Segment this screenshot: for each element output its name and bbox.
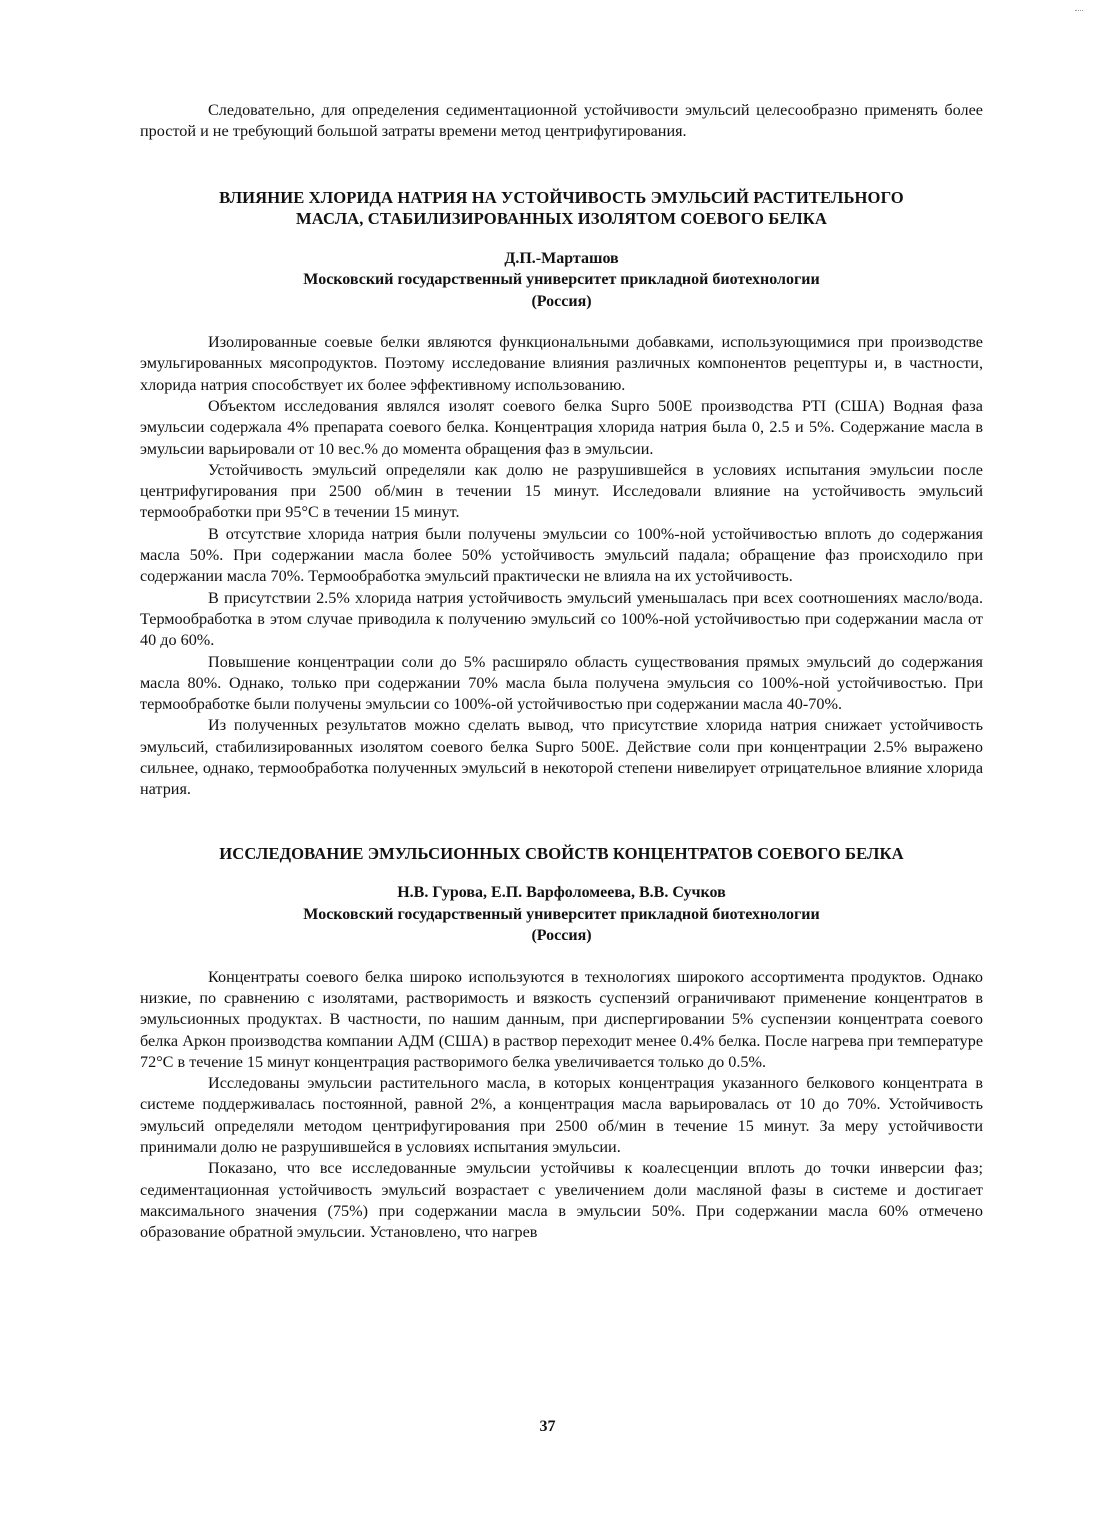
intro-paragraph: Следовательно, для определения седиментационной устойчивости эмульсий целесообразно применять более простой и не требующий большой затраты времени метод центрифугирования. [140,101,983,141]
article1-country: (Россия) [531,292,592,310]
article1-paragraph: В отсутствие хлорида натрия были получены эмульсии со 100%-ной устойчивостью вплоть до содержания масла 50%. При содержании масла более 50% устойчивость эмульсий падала; обращение фаз происходило при содержании масла 70%. Термообработка эмульсий практически не влияла на их устойчивость. [140,524,983,586]
article2-title: ИССЛЕДОВАНИЕ ЭМУЛЬСИОННЫХ СВОЙСТВ КОНЦЕНТРАТОВ СОЕВОГО БЕЛКА [219,843,904,863]
page-body [140,100,983,1243]
article1-affiliation: Московский государственный университет прикладной биотехнологии [303,271,820,289]
article1-paragraph: Объектом исследования являлся изолят соевого белка Supro 500E производства PTI (США) Водная фаза эмульсии содержала 4% препарата соевого белка. Концентрация хлорида натрия была 0, 2.5 и 5%. Содержание масла в эмульсии варьировали от 10 вес.% до момента обращения фаз в эмульсии. [140,396,983,458]
article1-paragraph: Из полученных результатов можно сделать вывод, что присутствие хлорида натрия снижает устойчивость эмульсий, стабилизированных изолятом соевого белка Supro 500E. Действие соли при концентрации 2.5% выражено сильнее, однако, термообработка полученных эмульсий в некоторой степени нивелирует отрицательное влияние хлорида натрия. [140,716,983,799]
article1-paragraph: В присутствии 2.5% хлорида натрия устойчивость эмульсий уменьшалась при всех соотношениях масло/вода. Термообработка в этом случае приводила к получению эмульсий со 100%-ной устойчивостью при содержании масла от 40 до 60%. [140,588,983,650]
article2-country: (Россия) [531,927,592,945]
article1-title-line2: МАСЛА, СТАБИЛИЗИРОВАННЫХ ИЗОЛЯТОМ СОЕВОГО БЕЛКА [296,209,827,229]
article-sodium-chloride [140,187,983,801]
corner-mark [1075,10,1083,13]
page-number: 37 [539,1418,556,1435]
article2-affiliation: Московский государственный университет прикладной биотехнологии [303,905,820,923]
article1-paragraph: Устойчивость эмульсий определяли как долю не разрушившейся в условиях испытания эмульсии после центрифугирования при 2500 об/мин в течении 15 минут. Исследовали влияние на устойчивость эмульсий термообработки при 95°С в течении 15 минут. [140,460,983,522]
article-emulsion-properties [140,843,983,1244]
article2-paragraph: Исследованы эмульсии растительного масла, в которых концентрация указанного белкового концентрата в системе поддерживалась постоянной, равной 2%, а концентрация масла варьировалась от 10 до 70%. Устойчивость эмульсий определяли методом центрифугирования при 2500 об/мин в течение 15 минут. За меру устойчивости принимали долю не разрушившейся в условиях испытания эмульсии. [140,1074,983,1156]
article1-authors: Д.П.-Марташов [504,249,619,267]
article1-paragraph: Повышение концентрации соли до 5% расширяло область существования прямых эмульсий до содержания масла 80%. Однако, только при содержании 70% масла была получена эмульсия со 100%-ной устойчивостью. При термообработке были получены эмульсии со 100%-ой устойчивостью при содержании масла 40-70%. [140,652,983,714]
article1-paragraph: Изолированные соевые белки являются функциональными добавками, использующимися при производстве эмульгированных мясопродуктов. Поэтому исследование влияния различных компонентов рецептуры и, в частности, хлорида натрия способствует их более эффективному использованию. [140,333,983,394]
article1-title-line1: ВЛИЯНИЕ ХЛОРИДА НАТРИЯ НА УСТОЙЧИВОСТЬ ЭМУЛЬСИЙ РАСТИТЕЛЬНОГО [219,187,904,207]
article2-paragraph: Показано, что все исследованные эмульсии устойчивы к коалесценции вплоть до точки инверсии фаз; седиментационная устойчивость эмульсий возрастает с увеличением доли масляной фазы в системе и достигает максимального значения (75%) при содержании масла в эмульсии 50%. При содержании масла 60% отмечено образование обратной эмульсии. Установлено, что нагрев [140,1159,983,1242]
article2-authors: Н.В. Гурова, Е.П. Варфоломеева, В.В. Сучков [397,884,726,902]
article2-paragraph: Концентраты соевого белка широко используются в технологиях широкого ассортимента продуктов. Однако низкие, по сравнению с изолятами, растворимость и вязкость суспензий ограничивают применение концентратов в эмульсионных продуктах. В частности, по нашим данным, при диспергировании 5% суспензии концентрата соевого белка Аркон производства компании АДМ (США) в раствор переходит менее 0.4% белка. После нагрева при температуре 72°С в течение 15 минут концентрация растворимого белка увеличивается только до 0.5%. [140,967,983,1071]
